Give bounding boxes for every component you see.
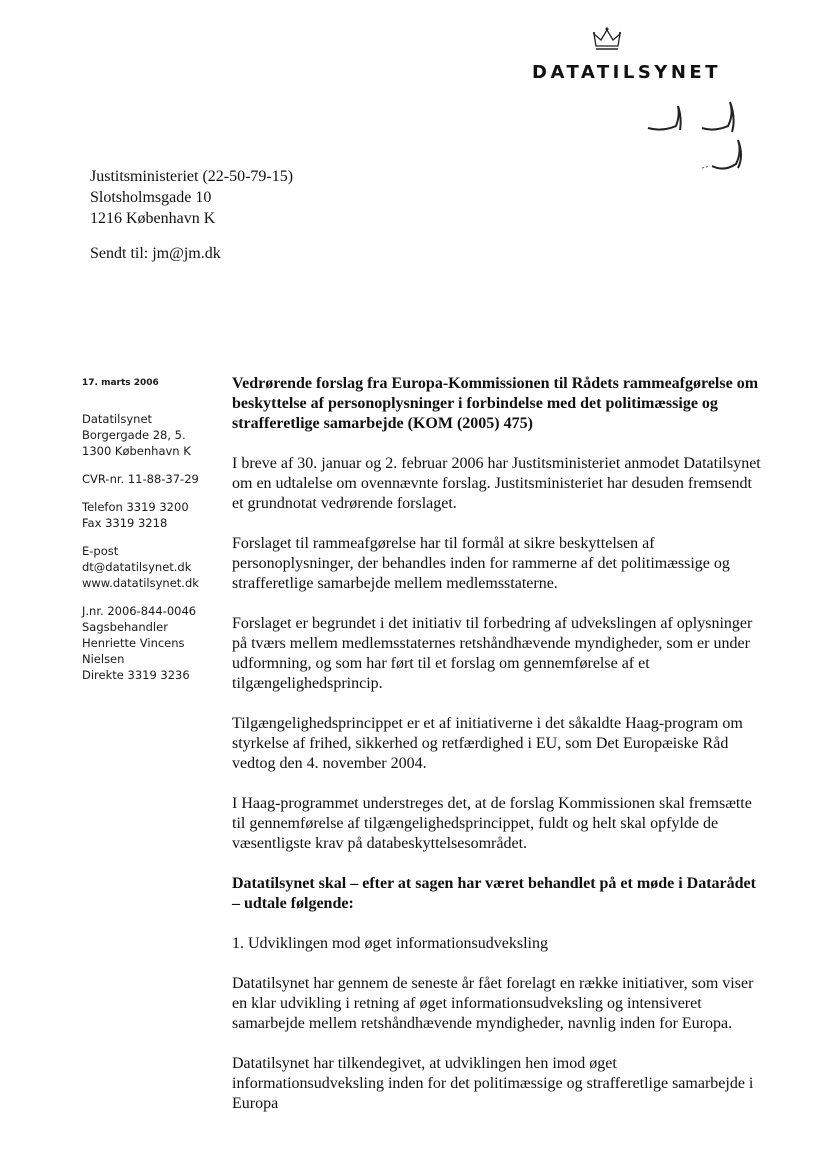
- fax-line: Fax 3319 3218: [82, 516, 168, 530]
- case-info: [82, 603, 232, 683]
- phone-line: Telefon 3319 3200: [82, 500, 189, 514]
- address-line: 1216 København K: [90, 210, 216, 227]
- handwritten-signature: [640, 98, 760, 178]
- body-paragraph: Forslaget til rammeafgørelse har til formål at sikre beskyttelsen af personoplysninger, der behandles inden for rammerne af det politimæssige og strafferetlige samarbejde mellem medlemsstaterne.: [232, 535, 730, 592]
- email-info: [82, 543, 232, 591]
- recipient-address: [90, 166, 293, 229]
- website: www.datatilsynet.dk: [82, 576, 199, 590]
- crown-icon: [592, 26, 622, 52]
- sent-to-line: Sendt til: jm@jm.dk: [90, 245, 221, 262]
- email-address: dt@datatilsynet.dk: [82, 560, 192, 574]
- email-label: E-post: [82, 544, 119, 558]
- address-line: Justitsministeriet (22-50-79-15): [90, 168, 294, 185]
- sender-address-line: 1300 København K: [82, 444, 191, 458]
- body-paragraph: Tilgængelighedsprincippet er et af initiativerne i det såkaldte Haag-program om styrkelse af frihed, sikkerhed og retfærdighed i EU, som Det Europæiske Råd vedtog den 4. november 2004.: [232, 715, 743, 772]
- body-paragraph: Datatilsynet har tilkendegivet, at udviklingen hen imod øget informationsudveksling inden for det politimæssige og strafferetlige samarbejde i Europa: [232, 1055, 754, 1112]
- cvr-number: CVR-nr. 11-88-37-29: [82, 472, 199, 486]
- phone-info: [82, 499, 232, 531]
- body-paragraph: Datatilsynet har gennem de seneste år fået forelagt en række initiativer, som viser en klar udvikling i retning af øget informationsudveksling og intensiveret samarbejde mellem retshåndhævende myndigheder, navnlig inden for Europa.: [232, 975, 754, 1032]
- direct-phone: Direkte 3319 3236: [82, 668, 190, 682]
- body-paragraph: I Haag-programmet understreges det, at de forslag Kommissionen skal fremsætte til gennemførelse af tilgængelighedsprincippet, fuldt og helt skal opfylde de væsentligste krav på databeskyttelsesområdet.: [232, 795, 752, 852]
- letter-body: [232, 374, 762, 1134]
- section-title: 1. Udviklingen mod øget informationsudveksling: [232, 935, 548, 952]
- sender-address: [82, 411, 232, 459]
- body-paragraph: I breve af 30. januar og 2. februar 2006 har Justitsministeriet anmodet Datatilsynet om en udtalelse om ovennævnte forslag. Justitsministeriet har desuden fremsendt et grundnotat vedrørende forslaget.: [232, 455, 761, 512]
- case-number: J.nr. 2006-844-0046: [82, 604, 197, 618]
- case-handler-label: Sagsbehandler: [82, 620, 168, 634]
- statement-heading: Datatilsynet skal – efter at sagen har været behandlet på et møde i Datarådet – udtale følgende:: [232, 875, 756, 912]
- case-handler-name: Nielsen: [82, 652, 125, 666]
- sender-address-line: Borgergade 28, 5.: [82, 428, 186, 442]
- letter-date: 17. marts 2006: [82, 378, 159, 388]
- case-handler-name: Henriette Vincens: [82, 636, 185, 650]
- sender-address-line: Datatilsynet: [82, 412, 153, 426]
- body-paragraph: Forslaget er begrundet i det initiativ til forbedring af udvekslingen af oplysninger på tværs mellem medlemsstaternes retshåndhævende myndigheder, som er under udformning, og som har ført til et forslag om gennemførelse af et tilgængelighedsprincip.: [232, 615, 753, 692]
- letter-subject: Vedrørende forslag fra Europa-Kommissionen til Rådets rammeafgørelse om beskyttelse af personoplysninger i forbindelse med det politimæssige og strafferetlige samarbejde (KOM (2005) 475): [232, 375, 759, 432]
- sender-sidebar: [82, 375, 232, 695]
- organization-logo: DATATILSYNET: [532, 62, 721, 83]
- address-line: Slotsholmsgade 10: [90, 189, 212, 206]
